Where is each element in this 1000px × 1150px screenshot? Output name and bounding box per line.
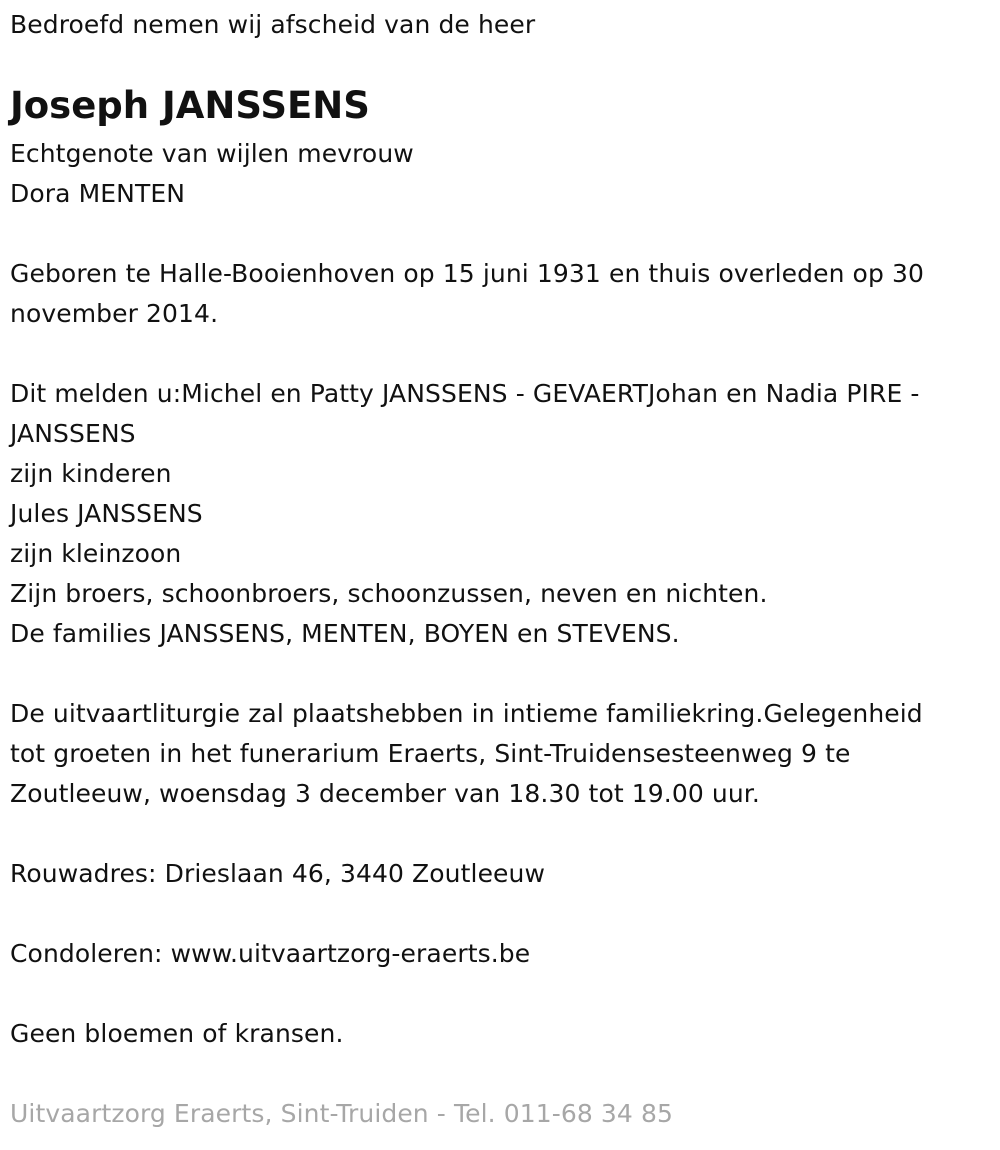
- funeral-line: De uitvaartliturgie zal plaatshebben in intieme familiekring.Gelegenheid: [10, 699, 923, 728]
- birth-death-line: Geboren te Halle-Booienhoven op 15 juni 1931 en thuis overleden op 30: [10, 259, 924, 288]
- family-line: Zijn broers, schoonbroers, schoonzussen, neven en nichten.: [10, 579, 768, 608]
- family-line: zijn kleinzoon: [10, 539, 182, 568]
- mourning-address: Rouwadres: Drieslaan 46, 3440 Zoutleeuw: [10, 859, 546, 888]
- spouse-name: Dora MENTEN: [10, 179, 186, 208]
- family-line: Dit melden u:Michel en Patty JANSSENS - GEVAERTJohan en Nadia PIRE -: [10, 379, 920, 408]
- birth-death-section: [10, 254, 924, 334]
- family-line: JANSSENS: [10, 419, 136, 448]
- birth-death-line: november 2014.: [10, 299, 219, 328]
- funeral-line: tot groeten in het funerarium Eraerts, Sint-Truidensesteenweg 9 te: [10, 739, 851, 768]
- family-line: De families JANSSENS, MENTEN, BOYEN en STEVENS.: [10, 619, 680, 648]
- family-line: zijn kinderen: [10, 459, 172, 488]
- funeral-info-section: [10, 694, 923, 814]
- spouse-line: Echtgenote van wijlen mevrouw: [10, 139, 414, 168]
- funeral-home-footer: Uitvaartzorg Eraerts, Sint-Truiden - Tel. 011-68 34 85: [10, 1099, 673, 1128]
- family-line: Jules JANSSENS: [10, 499, 203, 528]
- funeral-line: Zoutleeuw, woensdag 3 december van 18.30 tot 19.00 uur.: [10, 779, 760, 808]
- deceased-name: Joseph JANSSENS: [10, 84, 370, 127]
- condolence-info: Condoleren: www.uitvaartzorg-eraerts.be: [10, 939, 531, 968]
- spouse-section: [10, 134, 414, 214]
- intro-text: Bedroefd nemen wij afscheid van de heer: [10, 10, 536, 39]
- flowers-note: Geen bloemen of kransen.: [10, 1019, 344, 1048]
- family-mention-section: [10, 374, 920, 654]
